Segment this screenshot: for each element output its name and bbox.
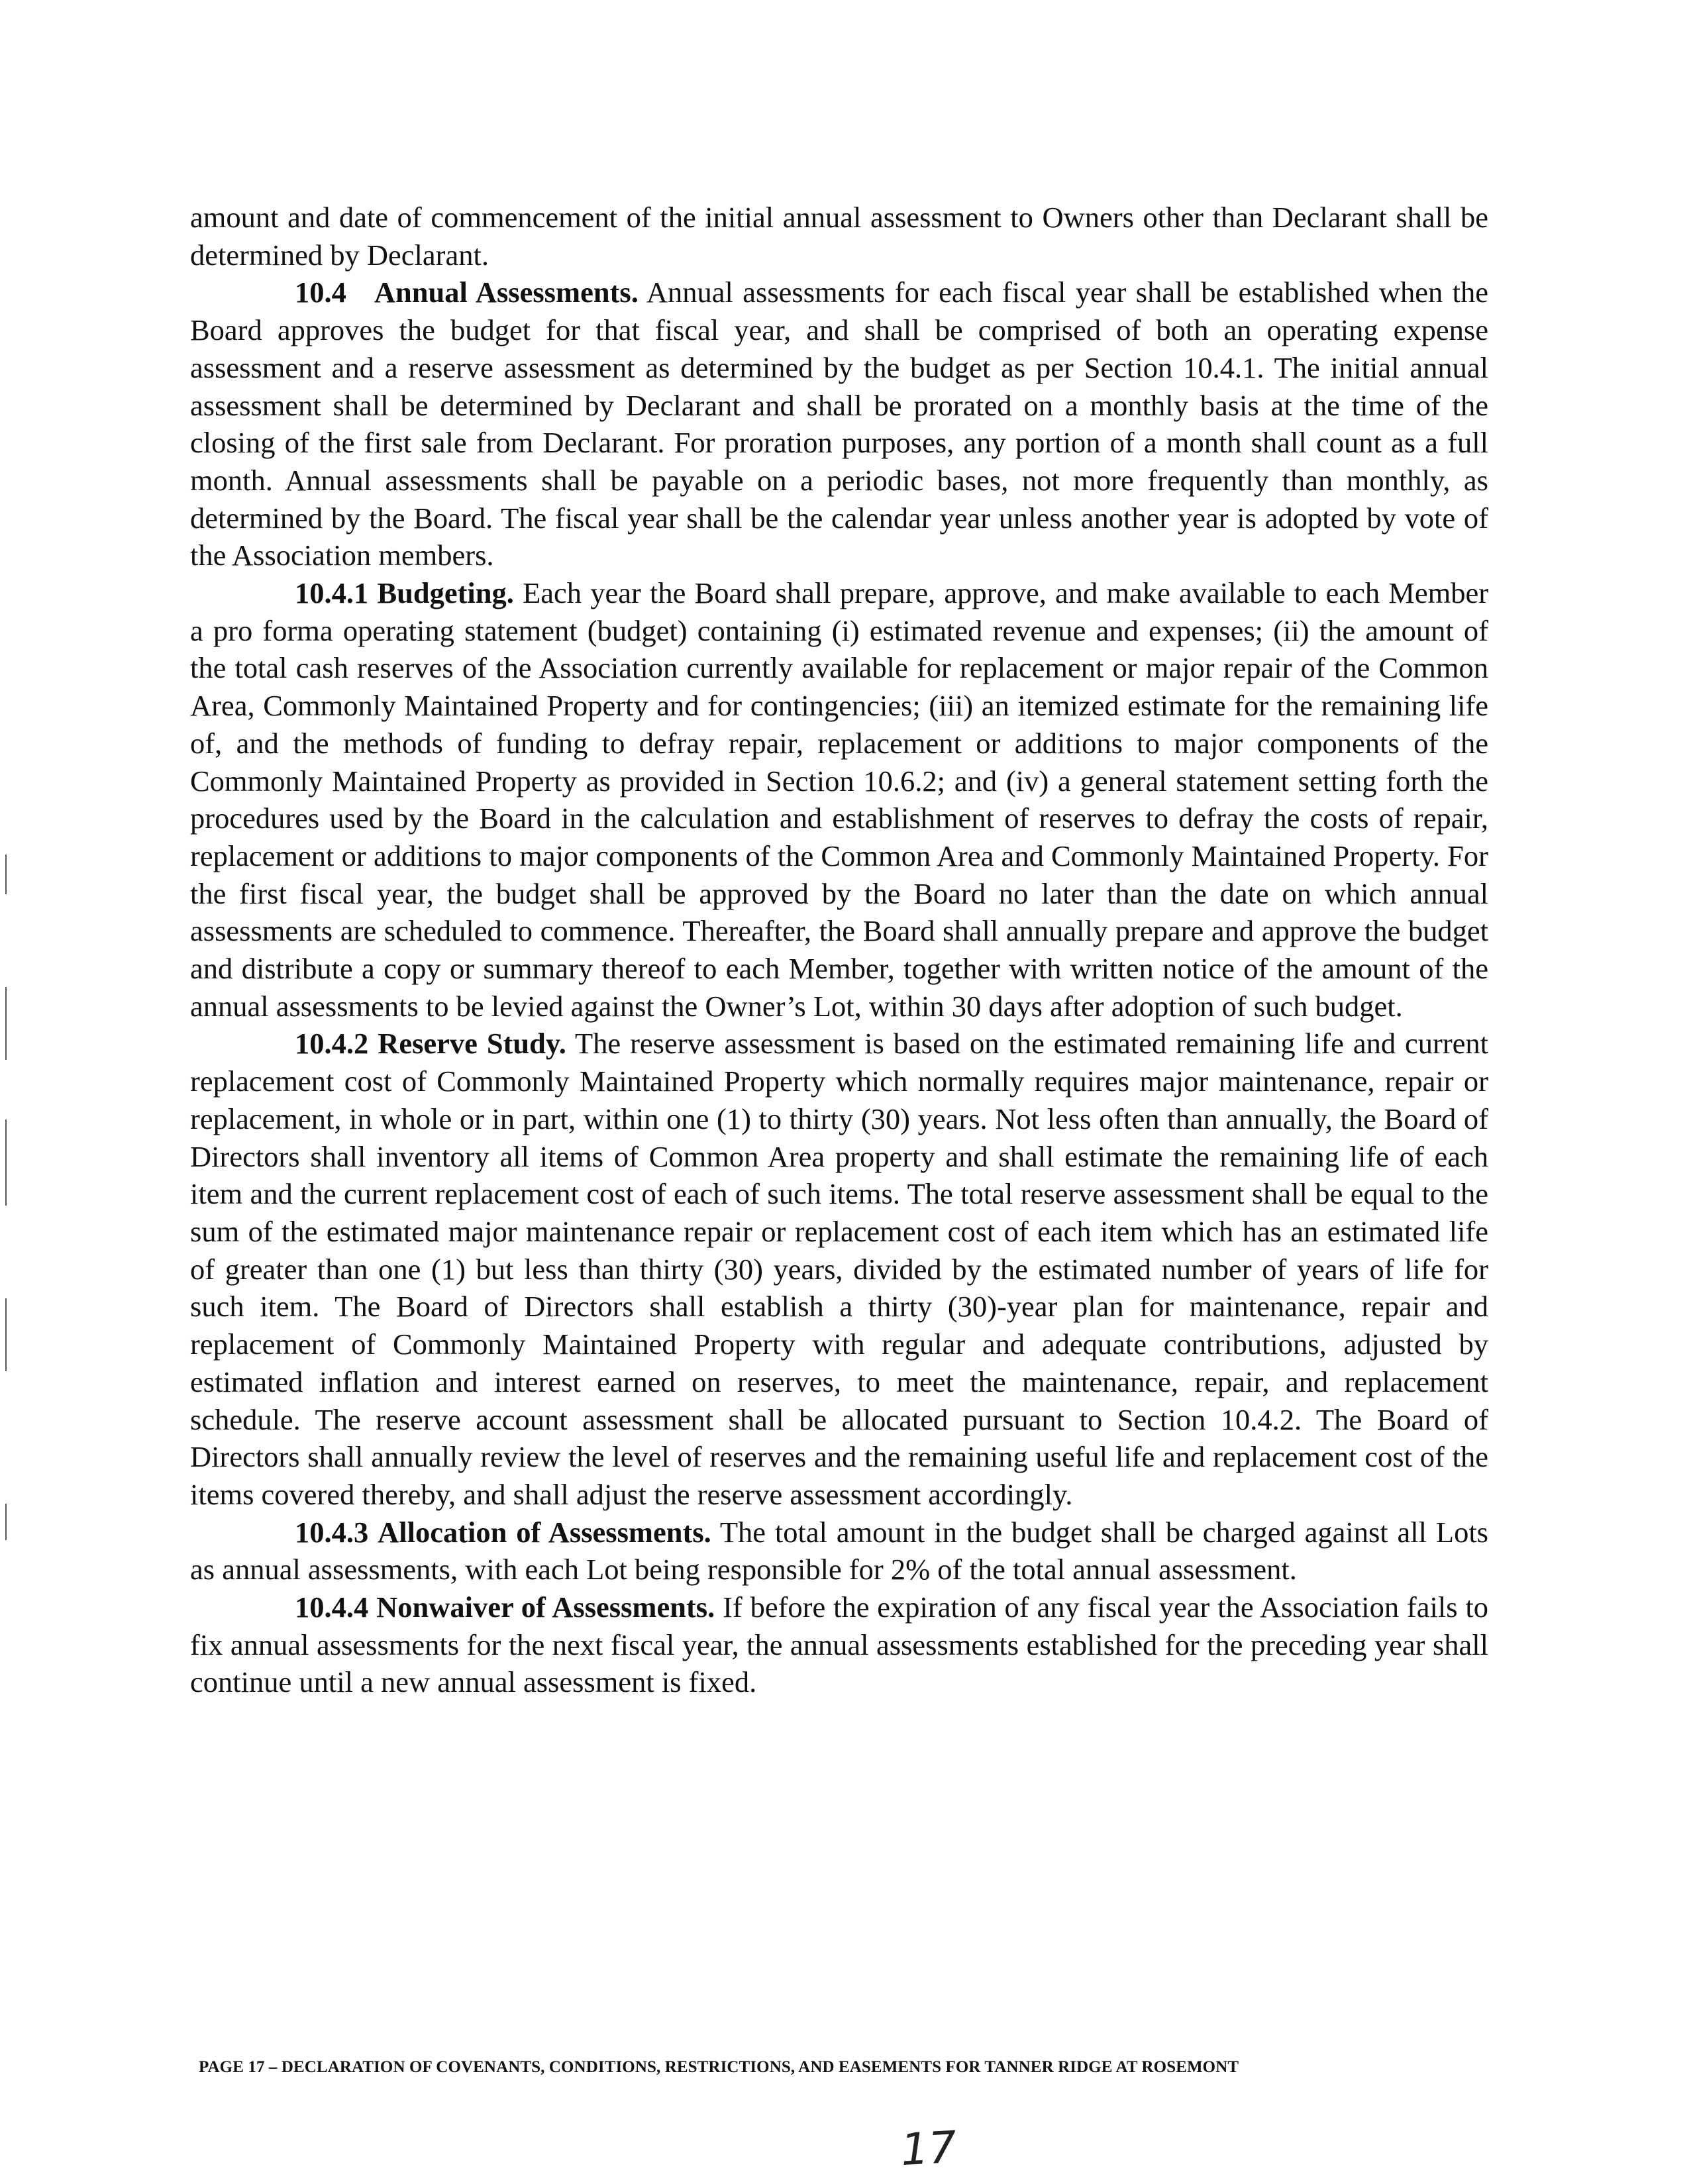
section-number: 10.4 [295, 276, 346, 309]
section-10-4-4 [190, 1588, 1488, 1701]
section-number: 10.4.2 [295, 1027, 369, 1061]
section-number: 10.4.1 [295, 576, 369, 610]
scan-margin-mark [5, 987, 7, 1060]
section-body: If before the expiration of any fiscal year the Association fails to fix annual assessments for the next fiscal year, the annual assessments established for the preceding year shall continue until a new annual assessment is fixed. [190, 1590, 1489, 1699]
section-10-4-2 [190, 1025, 1488, 1513]
scan-margin-mark [5, 855, 7, 894]
section-body: The total amount in the budget shall be charged against all Lots as annual assessments, with each Lot being responsible for 2% of the total annual assessment. [190, 1515, 1489, 1586]
section-10-4 [190, 274, 1488, 574]
handwritten-page-number: 17 [899, 2121, 958, 2176]
section-title: Reserve Study. [378, 1027, 566, 1061]
section-number: 10.4.3 [295, 1515, 369, 1549]
section-10-4-1 [190, 574, 1488, 1025]
section-body: The reserve assessment is based on the estimated remaining life and current replacement cost of Commonly Maintained Property which normally requires major maintenance, repair or replacement, in whole or in part, within one (1) to thirty (30) years. Not less often than annually, the Board of Directors shall inventory all items of Common Area property and shall estimate the remaining life of each item and the current replacement cost of each of such items. The total reserve assessment shall be equal to the sum of the estimated major maintenance repair or replacement cost of each item which has an estimated life of greater than one (1) but less than thirty (30) years, divided by the estimated number of years of life for such item. The Board of Directors shall establish a thirty (30)-year plan for maintenance, repair and replacement of Commonly Maintained Property with regular and adequate contributions, adjusted by estimated inflation and interest earned on reserves, to meet the maintenance, repair, and replacement schedule. The reserve account assessment shall be allocated pursuant to Section 10.4.2. The Board of Directors shall annually review the level of reserves and the remaining useful life and replacement cost of the items covered thereby, and shall adjust the reserve assessment accordingly. [190, 1027, 1489, 1511]
opening-paragraph: amount and date of commencement of the initial annual assessment to Owners other than Declarant shall be determined by Declarant. [190, 201, 1488, 272]
scan-margin-mark [5, 1298, 7, 1371]
scan-margin-mark [5, 1119, 7, 1206]
scan-margin-mark [5, 1504, 7, 1540]
section-number: 10.4.4 [295, 1590, 369, 1624]
section-body: Annual assessments for each fiscal year shall be established when the Board approves the budget for that fiscal year, and shall be comprised of both an operating expense assessment and a reserve assessment as determined by the budget as per Section 10.4.1. The initial annual assessment shall be determined by Declarant and shall be prorated on a monthly basis at the time of the closing of the first sale from Declarant. For proration purposes, any portion of a month shall count as a full month. Annual assessments shall be payable on a periodic bases, not more frequently than monthly, as determined by the Board. The fiscal year shall be the calendar year unless another year is adopted by vote of the Association members. [190, 276, 1489, 572]
page-footer: PAGE 17 – DECLARATION OF COVENANTS, CONDITIONS, RESTRICTIONS, AND EASEMENTS FOR TANNER RIDGE AT ROSEMONT [199, 2058, 1239, 2076]
section-title: Budgeting. [377, 576, 514, 610]
section-title: Nonwaiver of Assessments. [376, 1590, 715, 1624]
section-10-4-3 [190, 1514, 1488, 1588]
section-title: Annual Assessments. [374, 276, 639, 309]
document-body [190, 199, 1488, 1701]
section-title: Allocation of Assessments. [378, 1515, 711, 1549]
section-body: Each year the Board shall prepare, approve, and make available to each Member a pro forma operating statement (budget) containing (i) estimated revenue and expenses; (ii) the amount of the total cash reserves of the Association currently available for replacement or major repair of the Common Area, Commonly Maintained Property and for contingencies; (iii) an itemized estimate for the remaining life of, and the methods of funding to defray repair, replacement or additions to major components of the Commonly Maintained Property as provided in Section 10.6.2; and (iv) a general statement setting forth the procedures used by the Board in the calculation and establishment of reserves to defray the costs of repair, replacement or additions to major components of the Common Area and Commonly Maintained Property. For the first fiscal year, the budget shall be approved by the Board no later than the date on which annual assessments are scheduled to commence. Thereafter, the Board shall annually prepare and approve the budget and distribute a copy or summary thereof to each Member, together with written notice of the amount of the annual assessments to be levied against the Owner’s Lot, within 30 days after adoption of such budget. [190, 576, 1489, 1023]
